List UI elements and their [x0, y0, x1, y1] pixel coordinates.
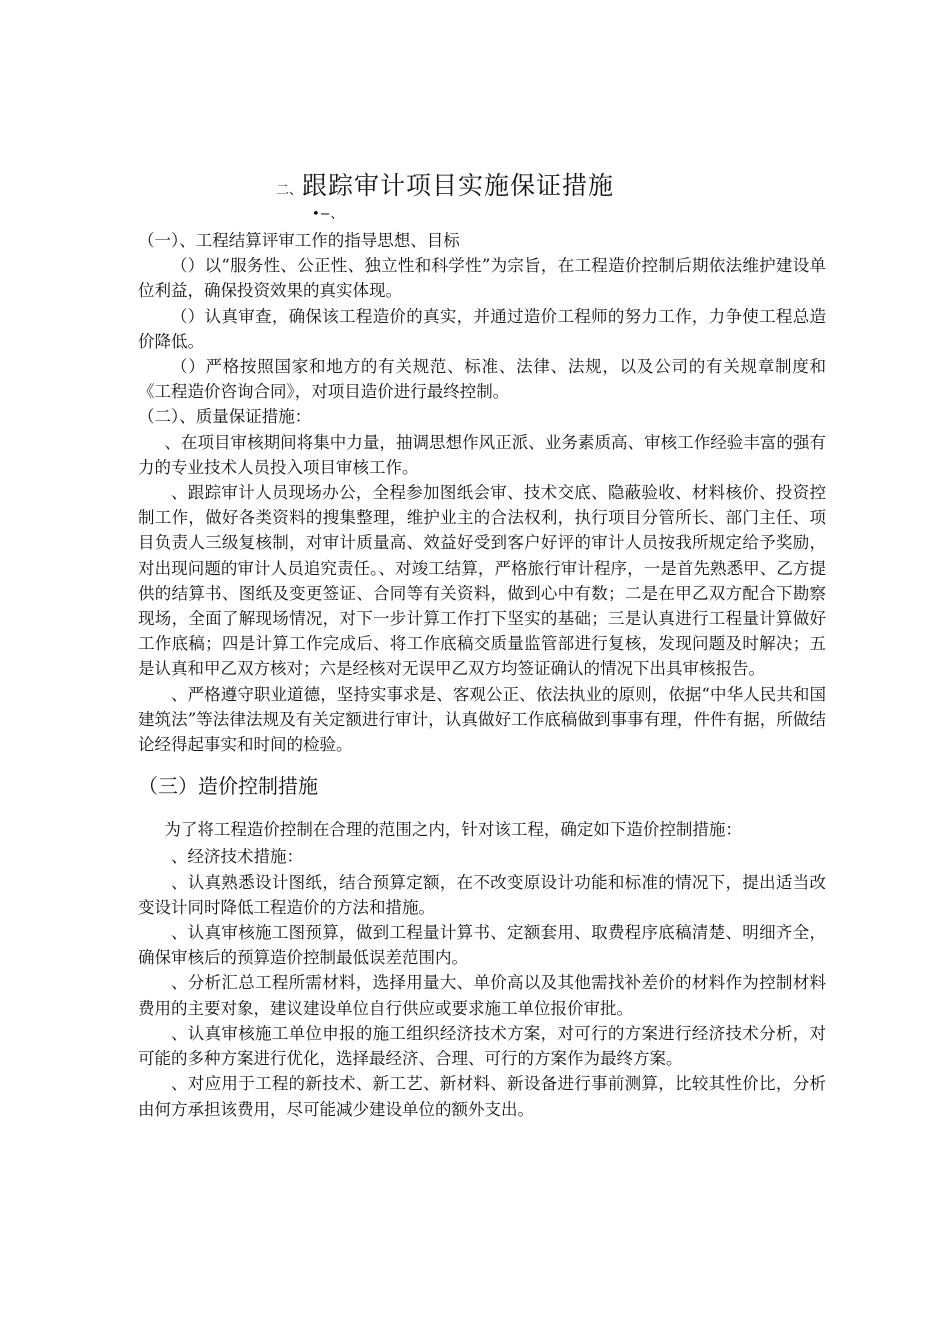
section-3-paragraph: 、对应用于工程的新技术、新工艺、新材料、新设备进行事前测算，比较其性价比，分析由何方承担该费用，尽可能减少建设单位的额外支出。 [138, 1074, 826, 1119]
title-block [0, 166, 950, 202]
section-2-paragraph: 、跟踪审计人员现场办公，全程参加图纸会审、技术交底、隐蔽验收、材料核价、投资控制工作，做好各类资料的搜集整理，维护业主的合法权利，执行项目分管所长、部门主任、项目负责人三级复核制，对审计质量高、效益好受到客户好评的审计人员按我所规定给予奖励，对出现问题的审计人员追究责任。、对竣工结算，严格旅行审计程序，一是首先熟悉甲、乙方提供的结算书、图纸及变更签证、合同等有关资料，做到心中有数；二是在甲乙双方配合下勘察现场，全面了解现场情况，对下一步计算工作打下坚实的基础；三是认真进行工程量计算做好工作底稿；四是计算工作完成后、将工作底稿交质量监管部进行复核，发现问题及时解决；五是认真和甲乙双方核对；六是经核对无误甲乙双方均签证确认的情况下出具审核报告。 [138, 483, 826, 679]
section-3-paragraph: 、认真熟悉设计图纸，结合预算定额，在不改变原设计功能和标准的情况下，提出适当改变设计同时降低工程造价的方法和措施。 [138, 872, 826, 917]
section-3-paragraph: 为了将工程造价控制在合理的范围之内，针对该工程，确定如下造价控制措施： [164, 820, 742, 840]
section-3-paragraph: 、认真审核施工图预算，做到工程量计算书、定额套用、取费程序底稿清楚、明细齐全，确保审核后的预算造价控制最低误差范围内。 [138, 923, 826, 968]
document-title [276, 166, 614, 202]
section-2-paragraph: 、在项目审核期间将集中力量，抽调思想作风正派、业务素质高、审核工作经验丰富的强有力的专业技术人员投入项目审核工作。 [138, 432, 826, 477]
section-2-heading: （二）、质量保证措施： [138, 407, 312, 427]
section-1-paragraph: （）严格按照国家和地方的有关规范、标准、法律、法规，以及公司的有关规章制度和《工程造价咨询合同》，对项目造价进行最终控制。 [138, 357, 826, 402]
section-3-paragraph: 、认真审核施工单位申报的施工组织经济技术方案，对可行的方案进行经济技术分析，对可能的多种方案进行优化，选择最经济、合理、可行的方案作为最终方案。 [138, 1023, 826, 1069]
section-1-paragraph: （）认真审查，确保该工程造价的真实，并通过造价工程师的努力工作，力争使工程总造价降低。 [138, 306, 826, 351]
section-1-paragraph: （）以“服务性、公正性、独立性和科学性”为宗旨，在工程造价控制后期依法维护建设单位利益，确保投资效果的真实体现。 [138, 256, 826, 301]
section-1-heading: （一）、工程结算评审工作的指导思想、目标 [138, 231, 460, 250]
section-2-paragraph: 、严格遵守职业道德，坚持实事求是、客观公正、依法执业的原则，依据“中华人民共和国建筑法”等法律法规及有关定额进行审计，认真做好工作底稿做到事事有理，件件有据，所做结论经得起事实和时间的检验。 [138, 684, 826, 755]
title-text: 跟踪审计项目实施保证措施 [302, 171, 615, 200]
section-3-paragraph: 、分析汇总工程所需材料，选择用量大、单价高以及其他需找补差价的材料作为控制材料费用的主要对象，建议建设单位自行供应或要求施工单位报价审批。 [138, 973, 826, 1018]
title-prefix: 二、 [275, 183, 302, 198]
title-sub-mark: •−、 [312, 207, 344, 222]
section-3-paragraph: 、经济技术措施： [171, 847, 303, 867]
document-body [138, 228, 826, 1122]
section-3-heading: （三）造价控制措施 [138, 774, 318, 799]
